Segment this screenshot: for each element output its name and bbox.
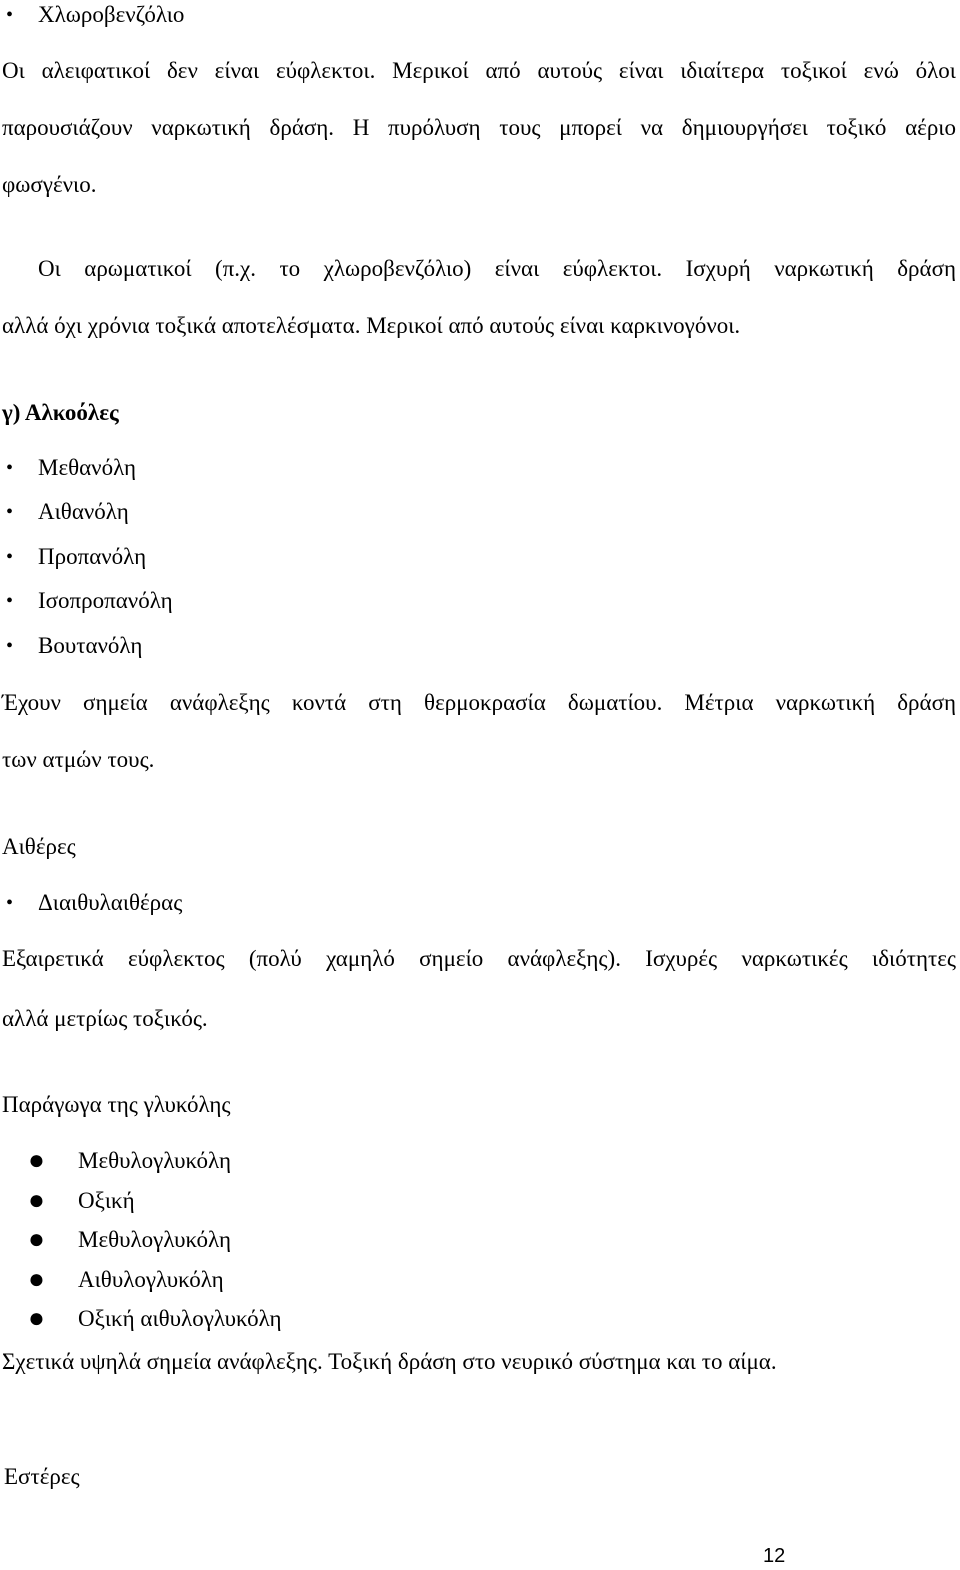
bullet-icon: • bbox=[6, 892, 14, 914]
ethers-heading: Αιθέρες bbox=[2, 834, 76, 859]
bullet-icon: ● bbox=[28, 1224, 45, 1255]
aliphatic-paragraph-line-3: φωσγένιο. bbox=[2, 172, 97, 197]
list-item: Μεθανόλη bbox=[38, 455, 137, 480]
list-item: Ισοπροπανόλη bbox=[38, 588, 173, 613]
bullet-icon: • bbox=[6, 501, 14, 523]
alcohols-paragraph-line-1: Έχουν σημεία ανάφλεξης κοντά στη θερμοκρασία δωματίου. Μέτρια ναρκωτική δράση bbox=[2, 690, 956, 715]
page-number: 12 bbox=[763, 1545, 786, 1567]
aromatic-paragraph-line-1: Οι αρωματικοί (π.χ. το χλωροβενζόλιο) είναι εύφλεκτοι. Ισχυρή ναρκωτική δράση bbox=[38, 256, 956, 281]
list-item: Προπανόλη bbox=[38, 544, 147, 569]
bullet-icon: • bbox=[6, 4, 14, 26]
list-item: Αιθυλογλυκόλη bbox=[78, 1267, 224, 1292]
list-item: Διαιθυλαιθέρας bbox=[38, 890, 183, 915]
bullet-icon: ● bbox=[28, 1264, 45, 1295]
alcohols-paragraph-line-2: των ατμών τους. bbox=[2, 747, 155, 772]
bullet-icon: ● bbox=[28, 1303, 45, 1334]
bullet-icon: ● bbox=[28, 1185, 45, 1216]
bullet-icon: • bbox=[6, 546, 14, 568]
list-item: Αιθανόλη bbox=[38, 499, 129, 524]
list-item: Χλωροβενζόλιο bbox=[38, 2, 185, 27]
bullet-icon: • bbox=[6, 457, 14, 479]
aliphatic-paragraph-line-1: Οι αλειφατικοί δεν είναι εύφλεκτοι. Μερικοί από αυτούς είναι ιδιαίτερα τοξικοί ενώ όλοι bbox=[2, 58, 956, 83]
aliphatic-paragraph-line-2: παρουσιάζουν ναρκωτική δράση. Η πυρόλυση τους μπορεί να δημιουργήσει τοξικό αέριο bbox=[2, 115, 956, 140]
list-item: Βουτανόλη bbox=[38, 633, 143, 658]
bullet-icon: ● bbox=[28, 1145, 45, 1176]
aromatic-paragraph-line-2: αλλά όχι χρόνια τοξικά αποτελέσματα. Μερικοί από αυτούς είναι καρκινογόνοι. bbox=[2, 313, 741, 338]
glycol-derivatives-paragraph: Σχετικά υψηλά σημεία ανάφλεξης. Τοξική δράση στο νευρικό σύστημα και το αίμα. bbox=[2, 1349, 777, 1374]
glycol-derivatives-heading: Παράγωγα της γλυκόλης bbox=[2, 1092, 231, 1117]
bullet-icon: • bbox=[6, 635, 14, 657]
list-item: Μεθυλογλυκόλη bbox=[78, 1148, 232, 1173]
ethers-paragraph-line-1: Εξαιρετικά εύφλεκτος (πολύ χαμηλό σημείο ανάφλεξης). Ισχυρές ναρκωτικές ιδιότητες bbox=[2, 946, 956, 971]
list-item: Μεθυλογλυκόλη bbox=[78, 1227, 232, 1252]
esters-heading: Εστέρες bbox=[4, 1464, 80, 1489]
ethers-paragraph-line-2: αλλά μετρίως τοξικός. bbox=[2, 1006, 208, 1031]
bullet-icon: • bbox=[6, 590, 14, 612]
list-item: Οξική bbox=[78, 1188, 135, 1213]
list-item: Οξική αιθυλογλυκόλη bbox=[78, 1306, 282, 1331]
alcohols-heading: γ) Αλκοόλες bbox=[2, 400, 119, 425]
